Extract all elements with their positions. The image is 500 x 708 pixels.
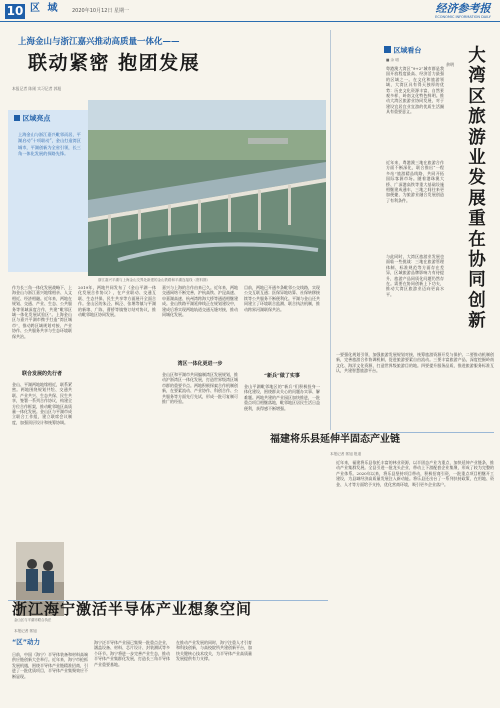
- highlight-box-title: [14, 115, 50, 122]
- section-divider: [336, 432, 494, 433]
- article1-subhead1: 联合发展的先行者: [21, 371, 62, 377]
- bridge-photo-caption: 浙江嘉兴平湖与上海金山交界处新建的金山铁路和平湖连接线（资料图）: [98, 278, 210, 282]
- column-divider: [330, 30, 331, 430]
- page-header: [0, 0, 500, 22]
- article1-subhead3: “新兵”做了实事: [264, 373, 300, 379]
- article3-box: [12, 640, 58, 648]
- sidebar-title: [384, 46, 440, 54]
- article1-col1: 作为长三角一体化发展战略下，上海金山与浙江嘉兴地缘相亲、人文相近、经济相融。近年来，两地在规划、交通、产业、生态、公共服务等领域深度合作，共建“毗邻区域一体化发展试验区”。上海金山区与嘉兴平湖市携手打造“湾区城市”，推动跨区域规划对接、产业协作、公共服务共享与生态环境联保共治。: [12, 285, 72, 339]
- article1-col1b: 金山、平湖两地地缘相近，联系紧密。两地围绕规划共绘、交通共联、产业共兴、生态共保、民生共享，签署一系列合作协议，构建全方位合作框架，推动毗邻地区高质量一体化发展。金山区与平湖市成立联合工作组，建立联席会议制度，加强顶层设计和统筹协调。: [12, 382, 72, 425]
- sidebar-title-text: 区域看台: [393, 46, 422, 55]
- article1-subhead2: 湾区一体化更进一步: [177, 361, 223, 367]
- sidebar-text3: 与此同时，大湾区旅游业发展也面临一些挑战：三地在旅游管理体制、标准规范等方面存在差异，区域旅游品牌影响力有待提升，旅游产品同质化问题仍然存在。需要在协同创新上下功夫，推动大湾区旅游业迈向更高水平。: [386, 254, 444, 297]
- article2-byline: 本报记者 郭旭 报道: [330, 452, 362, 456]
- article3-text3: 在推动产业发展的同时，海宁注重人才引育和科技创新，与高校院所共建创新平台，加快关键核心技术攻关，为半导体产业高质量发展提供有力支撑。: [176, 640, 252, 662]
- square-bullet-icon: [384, 46, 391, 53]
- sidebar-tail-text: 一要强化规划引领，加强旅游发展规划对接，统筹旅游资源开发与保护。二要推动机制创新，完善旅游合作协调机制，促进旅游要素自由流动。三要丰富旅游产品，深度挖掘岭南文化、海洋文化资源，打造世界级旅游目的地。四要提升服务品质，推进旅游服务标准互认，共建智慧旅游平台。: [336, 352, 494, 374]
- highlight-box-text: 上海金山与浙江嘉兴毗邻而居，平湖启动“十项联动”，金山打造湾区城市，平湖创新为全省引领，长三角一体化发展的探路先锋。: [18, 132, 81, 157]
- article3-byline: 本报记者 郭旭: [14, 629, 37, 633]
- article1-col2: 2019年，两地共同发布了《金山平湖一体化发展合作协议》，在产业联动、交通互联、生态共保、民生共享等方面展开全面合作。金山区的朱泾、枫泾、张堰等镇与平湖的新埭、广陈、曹桥等镇签订结对协议，推动毗邻地区协同发展。: [78, 285, 156, 318]
- issue-date: 2020年10月12日 星期一: [72, 8, 130, 14]
- square-bullet-icon: [14, 115, 20, 121]
- joint-enforcement-caption: 金山区与平湖市联合执法: [14, 618, 52, 622]
- sidebar-text2: 近年来，粤港澳三地在旅游合作方面不断深化，联合推出“一程多站”旅游精品线路，共同开拓国际客源市场。随着港珠澳大桥、广深港高铁等重大基础设施相继建成通车，三地之间往来更加便捷，为旅游业融合发展创造了有利条件。: [386, 160, 444, 203]
- article1-byline: 本报记者 陈刚 实习记者 郭旭: [12, 86, 62, 91]
- masthead-en: ECONOMIC INFORMATION DAILY: [435, 15, 491, 19]
- bridge-photo: [88, 100, 326, 276]
- sidebar-text1: 粤港澳大湾区“9+2”城市群是我国开放程度最高、经济活力最强的区域之一。在文化和旅游领域，大湾区具有得天独厚的优势：历史文化资源丰富，自然景观多样，岭南文化特色鲜明。推动大湾区旅游业协同发展，对于建设宜居宜业宜游的优质生活圈具有重要意义。: [386, 66, 444, 115]
- article2-title: 福建将乐县延伸半固态产业链: [270, 434, 400, 445]
- article1-col4: 目前，两地已开通多条毗邻公交线路，实现公交互联互通；医保异地结算、社保转移接续等公共服务不断便利化。平湖与金山还共同建立了环境联合监测、联合执法机制，推动跨界河湖联保共治。: [244, 285, 320, 312]
- article1-col4b: 金山平湖毗邻地区的“新兵”们积极投身一体化建设，围绕群众关心的问题办实事、解难题。两地共建的产业园区加快推进，一批重点项目相继落地，毗邻地区居民生活日益便利，获得感不断增强。: [244, 384, 320, 411]
- article2-text: 近年来，福建将乐县依托丰富的林业资源，以半固态产业为重点，加快延伸产业链条，推动产业集群发展。全县引进一批龙头企业，带动上下游配套企业集聚，形成了较为完整的产业体系。2020年以来，将乐县坚持项目带动，积极招商引资，一批重点项目相继开工建设，为县域经济高质量发展注入新动能。将乐县还出台了一系列扶持政策，在用地、资金、人才等方面给予支持，优化营商环境，吸引更多企业落户。: [336, 460, 494, 487]
- article3-box-title: “区”动力: [12, 638, 41, 646]
- masthead: [432, 3, 494, 20]
- article3-title: 浙江海宁激活半导体产业想象空间: [12, 600, 253, 618]
- masthead-cn: 经济参考报: [435, 2, 491, 15]
- sidebar-byline: ■ 余 明: [386, 58, 399, 62]
- bridge-photo-image: [88, 100, 326, 276]
- article1-title: 联动紧密 抱团发展: [28, 52, 201, 74]
- highlight-box: [8, 110, 88, 272]
- article1-kicker: 上海金山与浙江嘉兴推动高质量一体化——: [18, 37, 180, 47]
- page-number: 10: [6, 4, 24, 18]
- highlight-box-title-text: 区域亮点: [22, 114, 51, 123]
- article1-col3: 嘉兴与上海的合作由来已久。近年来，两地交通网络不断完善，沪杭高铁、沪昆高速、申嘉湖高速、杭州湾跨海大桥等通道相继建成。金山铁路平湖延伸线正在规划建设中，建成后将实现两地轨道交通无缝对接，推动同城化发展。: [162, 285, 238, 318]
- section-title: 区 域: [30, 3, 60, 14]
- vertical-headline: 大湾区旅游业发展重在协同创新: [468, 46, 486, 332]
- article3-text2: 海宁泛半导体产业园已集聚一批重点企业，涵盖设备、材料、芯片设计、封装测试等多个环节。海宁将进一步完善产业生态，推动半导体产业集群化发展，打造长三角半导体产业重要基地。: [94, 640, 170, 667]
- vertical-byline: 余明: [446, 62, 454, 67]
- article1-col3b: 金山区和平湖市共同编制湾区发展规划，推动沪浙湾区一体化发展，打造世界级湾区城市群的重要节点。两地积极探索合作机制创新，在要素流动、产业协作、科创合作、公共服务等方面先行先试，形成一批可复制可推广的经验。: [162, 372, 238, 405]
- article3-text1: 日前，中国（海宁）半导体装备和材料高端供应链创新大会举行。近年来，海宁市抢抓发展机遇，围绕半导体产业链精准招商，引进了一批优质项目，半导体产业集聚效应不断显现。: [12, 652, 88, 679]
